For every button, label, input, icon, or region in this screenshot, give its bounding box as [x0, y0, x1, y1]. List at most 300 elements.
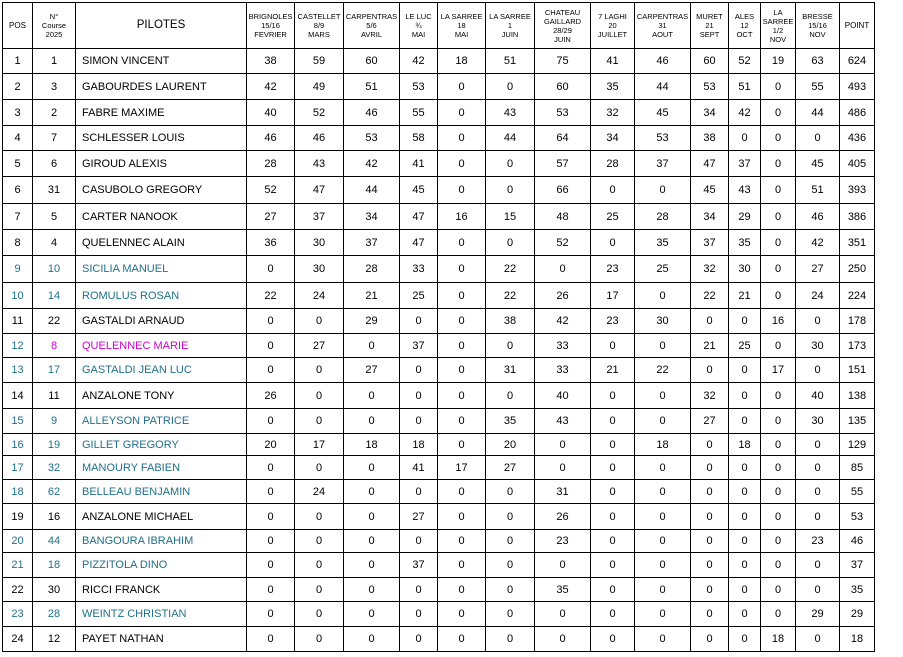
score-cell: 18 [761, 627, 796, 652]
score-cell: 34 [691, 100, 729, 126]
score-cell: 0 [729, 578, 761, 602]
score-cell: 0 [591, 177, 635, 204]
score-cell: 15 [486, 204, 535, 230]
pilot-name-cell: SCHLESSER LOUIS [76, 126, 247, 151]
position-cell: 10 [3, 283, 33, 309]
score-cell: 0 [691, 309, 729, 334]
score-cell: 64 [535, 126, 591, 151]
score-cell: 0 [344, 530, 400, 553]
score-cell: 0 [535, 553, 591, 578]
table-row [3, 434, 875, 456]
position-cell: 3 [3, 100, 33, 126]
race-header-line: CASTELLET [297, 12, 341, 21]
race-header-line: 12 [740, 21, 749, 30]
score-cell: 0 [729, 504, 761, 530]
score-cell: 0 [591, 530, 635, 553]
score-cell: 0 [486, 627, 535, 652]
race-header-line: JUIN [554, 34, 571, 44]
score-cell: 0 [761, 480, 796, 504]
total-points-cell: 55 [840, 480, 875, 504]
score-cell: 21 [344, 283, 400, 309]
score-cell: 34 [591, 126, 635, 151]
score-cell: 43 [535, 409, 591, 434]
score-cell: 0 [295, 409, 344, 434]
score-cell: 37 [400, 334, 438, 358]
pilot-name-cell: ALLEYSON PATRICE [76, 409, 247, 434]
race-header-line: 1 [507, 21, 513, 30]
score-cell: 37 [729, 151, 761, 177]
score-cell: 0 [247, 358, 295, 383]
score-cell: 0 [591, 578, 635, 602]
score-cell: 20 [247, 434, 295, 456]
score-cell: 0 [295, 456, 344, 480]
score-cell: 0 [344, 383, 400, 409]
score-cell: 0 [635, 504, 691, 530]
race-number-cell: 7 [33, 126, 76, 151]
race-header-line: LA SARREE [489, 12, 531, 21]
table-row [3, 283, 875, 309]
score-cell: 52 [729, 49, 761, 74]
score-cell: 0 [400, 309, 438, 334]
score-cell: 27 [400, 504, 438, 530]
score-cell: 46 [295, 126, 344, 151]
score-cell: 0 [535, 434, 591, 456]
position-cell: 6 [3, 177, 33, 204]
score-cell: 32 [591, 100, 635, 126]
score-cell: 0 [438, 126, 486, 151]
score-cell: 0 [247, 578, 295, 602]
pilot-name-cell: CARTER NANOOK [76, 204, 247, 230]
score-cell: 0 [761, 530, 796, 553]
score-cell: 0 [796, 358, 840, 383]
score-cell: 0 [796, 434, 840, 456]
score-cell: 0 [295, 578, 344, 602]
race-header [691, 3, 729, 49]
race-number-cell: 12 [33, 627, 76, 652]
score-cell: 0 [247, 456, 295, 480]
score-cell: 47 [691, 151, 729, 177]
pilot-name-cell: CASUBOLO GREGORY [76, 177, 247, 204]
score-cell: 0 [729, 602, 761, 627]
total-points-cell: 486 [840, 100, 875, 126]
score-cell: 0 [761, 383, 796, 409]
position-cell: 12 [3, 334, 33, 358]
race-header-line: NOV [769, 34, 787, 44]
score-cell: 0 [729, 627, 761, 652]
score-cell: 0 [344, 553, 400, 578]
race-number-cell: 19 [33, 434, 76, 456]
score-cell: 0 [486, 480, 535, 504]
score-cell: 0 [400, 578, 438, 602]
score-cell: 44 [486, 126, 535, 151]
score-cell: 0 [796, 126, 840, 151]
score-cell: 0 [344, 480, 400, 504]
score-cell: 0 [761, 74, 796, 100]
score-cell: 60 [691, 49, 729, 74]
score-cell: 0 [761, 578, 796, 602]
score-cell: 0 [535, 627, 591, 652]
score-cell: 35 [486, 409, 535, 434]
score-cell: 0 [438, 283, 486, 309]
total-points-cell: 37 [840, 553, 875, 578]
score-cell: 22 [486, 256, 535, 283]
score-cell: 29 [344, 309, 400, 334]
score-cell: 44 [344, 177, 400, 204]
score-cell: 0 [400, 383, 438, 409]
score-cell: 0 [635, 480, 691, 504]
race-header-line: 28/29 [553, 25, 572, 35]
table-row [3, 383, 875, 409]
score-cell: 21 [691, 334, 729, 358]
pilot-name-cell: GASTALDI JEAN LUC [76, 358, 247, 383]
score-cell: 48 [535, 204, 591, 230]
score-cell: 26 [535, 504, 591, 530]
total-points-cell: 624 [840, 49, 875, 74]
table-row [3, 358, 875, 383]
race-header-line: JUILLET [597, 30, 628, 39]
score-cell: 42 [796, 230, 840, 256]
race-header-line: AOUT [652, 30, 673, 39]
score-cell: 0 [635, 627, 691, 652]
score-cell: 0 [535, 456, 591, 480]
score-cell: 58 [400, 126, 438, 151]
score-cell: 25 [635, 256, 691, 283]
score-cell: 0 [486, 177, 535, 204]
score-cell: 0 [247, 504, 295, 530]
score-cell: 0 [796, 627, 840, 652]
score-cell: 0 [295, 627, 344, 652]
pilot-name-cell: PIZZITOLA DINO [76, 553, 247, 578]
score-cell: 0 [438, 602, 486, 627]
score-cell: 0 [591, 480, 635, 504]
score-cell: 16 [761, 309, 796, 334]
race-number-cell: 18 [33, 553, 76, 578]
score-cell: 0 [295, 602, 344, 627]
score-cell: 27 [796, 256, 840, 283]
race-number-cell: 3 [33, 74, 76, 100]
race-header-line: 31 [658, 21, 667, 30]
score-cell: 0 [486, 151, 535, 177]
score-cell: 28 [591, 151, 635, 177]
score-cell: 17 [438, 456, 486, 480]
score-cell: 31 [486, 358, 535, 383]
score-cell: 27 [344, 358, 400, 383]
pilot-name-cell: ANZALONE MICHAEL [76, 504, 247, 530]
score-cell: 0 [635, 334, 691, 358]
score-cell: 0 [400, 530, 438, 553]
total-points-cell: 46 [840, 530, 875, 553]
pilot-name-cell: QUELENNEC MARIE [76, 334, 247, 358]
score-cell: 0 [344, 409, 400, 434]
score-cell: 0 [729, 480, 761, 504]
score-cell: 42 [729, 100, 761, 126]
race-header [796, 3, 840, 49]
score-cell: 32 [691, 383, 729, 409]
score-cell: 40 [247, 100, 295, 126]
race-header-line: LA SARREE [440, 12, 483, 21]
score-cell: 0 [761, 204, 796, 230]
score-cell: 0 [247, 334, 295, 358]
score-cell: 41 [400, 456, 438, 480]
score-cell: 52 [535, 230, 591, 256]
score-cell: 0 [295, 504, 344, 530]
pilot-name-cell: GABOURDES LAURENT [76, 74, 247, 100]
score-cell: 60 [344, 49, 400, 74]
score-cell: 66 [535, 177, 591, 204]
score-cell: 0 [344, 456, 400, 480]
race-number-cell: 44 [33, 530, 76, 553]
score-cell: 27 [691, 409, 729, 434]
score-cell: 0 [247, 530, 295, 553]
score-cell: 0 [761, 230, 796, 256]
score-cell: 0 [635, 602, 691, 627]
score-cell: 24 [796, 283, 840, 309]
total-points-cell: 351 [840, 230, 875, 256]
race-header-line: 5/6 [366, 21, 377, 30]
score-cell: 60 [535, 74, 591, 100]
total-points-cell: 53 [840, 504, 875, 530]
position-cell: 23 [3, 602, 33, 627]
race-header-line: 15/16 [808, 21, 827, 30]
score-cell: 0 [761, 151, 796, 177]
race-number-cell: 22 [33, 309, 76, 334]
position-cell: 5 [3, 151, 33, 177]
score-cell: 49 [295, 74, 344, 100]
score-cell: 0 [761, 602, 796, 627]
race-header-line: MAI [411, 30, 426, 39]
pilot-name-cell: ANZALONE TONY [76, 383, 247, 409]
score-cell: 41 [400, 151, 438, 177]
score-cell: 59 [295, 49, 344, 74]
table-row [3, 49, 875, 74]
score-cell: 29 [729, 204, 761, 230]
score-cell: 0 [729, 383, 761, 409]
race-header-line: JUIN [501, 30, 519, 39]
position-cell: 7 [3, 204, 33, 230]
score-cell: 0 [761, 553, 796, 578]
position-cell: 9 [3, 256, 33, 283]
score-cell: 0 [344, 602, 400, 627]
score-cell: 51 [729, 74, 761, 100]
score-cell: 0 [729, 358, 761, 383]
total-points-cell: 393 [840, 177, 875, 204]
score-cell: 0 [295, 553, 344, 578]
race-header [535, 3, 591, 49]
total-points-cell: 35 [840, 578, 875, 602]
score-cell: 37 [344, 230, 400, 256]
score-cell: 52 [247, 177, 295, 204]
score-cell: 17 [761, 358, 796, 383]
score-cell: 0 [796, 456, 840, 480]
position-cell: 17 [3, 456, 33, 480]
score-cell: 33 [535, 334, 591, 358]
race-header [591, 3, 635, 49]
score-cell: 33 [535, 358, 591, 383]
position-cell: 16 [3, 434, 33, 456]
pilot-name-cell: RICCI FRANCK [76, 578, 247, 602]
race-number-cell: 16 [33, 504, 76, 530]
score-cell: 0 [400, 480, 438, 504]
table-row [3, 504, 875, 530]
race-header-line: CHATEAU [544, 7, 581, 17]
score-cell: 0 [691, 480, 729, 504]
score-cell: 0 [438, 578, 486, 602]
score-cell: 0 [247, 480, 295, 504]
race-number-cell: 30 [33, 578, 76, 602]
score-cell: 52 [295, 100, 344, 126]
race-header-line: 18 [457, 21, 466, 30]
score-cell: 0 [591, 409, 635, 434]
score-cell: 0 [796, 309, 840, 334]
position-cell: 20 [3, 530, 33, 553]
score-cell: 30 [796, 409, 840, 434]
race-header [247, 3, 295, 49]
race-number-cell: 6 [33, 151, 76, 177]
score-cell: 0 [438, 74, 486, 100]
score-cell: 27 [486, 456, 535, 480]
score-cell: 30 [635, 309, 691, 334]
table-row [3, 530, 875, 553]
score-cell: 0 [400, 627, 438, 652]
position-cell: 8 [3, 230, 33, 256]
score-cell: 34 [691, 204, 729, 230]
race-header-line: 21 [705, 21, 714, 30]
position-cell: 21 [3, 553, 33, 578]
table-row [3, 334, 875, 358]
race-header-line: SARREE [762, 16, 794, 26]
race-number-header-line: N° [49, 12, 59, 21]
score-cell: 45 [796, 151, 840, 177]
score-cell: 0 [344, 578, 400, 602]
score-cell: 24 [295, 480, 344, 504]
standings-body [3, 49, 875, 652]
score-cell: 0 [486, 230, 535, 256]
total-points-cell: 493 [840, 74, 875, 100]
score-cell: 20 [486, 434, 535, 456]
pilot-name-cell: GASTALDI ARNAUD [76, 309, 247, 334]
total-points-cell: 129 [840, 434, 875, 456]
score-cell: 40 [535, 383, 591, 409]
race-number-header-line: Course [41, 21, 67, 30]
score-cell: 0 [729, 530, 761, 553]
position-cell: 24 [3, 627, 33, 652]
score-cell: 0 [761, 283, 796, 309]
score-cell: 47 [400, 204, 438, 230]
table-row [3, 177, 875, 204]
score-cell: 0 [438, 409, 486, 434]
score-cell: 0 [691, 456, 729, 480]
header-row [3, 3, 875, 49]
score-cell: 0 [591, 434, 635, 456]
table-row [3, 480, 875, 504]
score-cell: 0 [761, 126, 796, 151]
score-cell: 23 [591, 256, 635, 283]
score-cell: 51 [344, 74, 400, 100]
score-cell: 0 [635, 578, 691, 602]
score-cell: 46 [247, 126, 295, 151]
score-cell: 0 [486, 602, 535, 627]
score-cell: 26 [247, 383, 295, 409]
score-cell: 19 [761, 49, 796, 74]
score-cell: 25 [400, 283, 438, 309]
score-cell: 53 [535, 100, 591, 126]
score-cell: 0 [729, 456, 761, 480]
score-cell: 16 [438, 204, 486, 230]
score-cell: 33 [400, 256, 438, 283]
score-cell: 0 [691, 627, 729, 652]
score-cell: 0 [729, 126, 761, 151]
total-points-cell: 386 [840, 204, 875, 230]
score-cell: 0 [691, 434, 729, 456]
score-cell: 30 [729, 256, 761, 283]
score-cell: 0 [247, 409, 295, 434]
race-header [400, 3, 438, 49]
table-row [3, 151, 875, 177]
pilot-name-cell: ROMULUS ROSAN [76, 283, 247, 309]
score-cell: 18 [344, 434, 400, 456]
score-cell: 0 [729, 409, 761, 434]
total-points-cell: 85 [840, 456, 875, 480]
race-header [729, 3, 761, 49]
score-cell: 22 [247, 283, 295, 309]
race-number-cell: 31 [33, 177, 76, 204]
score-cell: 18 [438, 49, 486, 74]
race-number-cell: 17 [33, 358, 76, 383]
score-cell: 37 [400, 553, 438, 578]
race-number-cell: 4 [33, 230, 76, 256]
score-cell: 43 [486, 100, 535, 126]
position-cell: 4 [3, 126, 33, 151]
race-header [486, 3, 535, 49]
score-cell: 23 [796, 530, 840, 553]
race-number-cell: 5 [33, 204, 76, 230]
race-header-line: MAI [454, 30, 469, 39]
score-cell: 38 [247, 49, 295, 74]
score-cell: 0 [796, 553, 840, 578]
score-cell: 0 [438, 256, 486, 283]
score-cell: 0 [438, 358, 486, 383]
race-number-cell: 62 [33, 480, 76, 504]
race-number-header-line: 2025 [45, 30, 63, 39]
score-cell: 35 [591, 74, 635, 100]
score-cell: 0 [247, 309, 295, 334]
total-points-cell: 250 [840, 256, 875, 283]
score-cell: 55 [796, 74, 840, 100]
score-cell: 40 [796, 383, 840, 409]
total-points-cell: 178 [840, 309, 875, 334]
score-cell: 51 [796, 177, 840, 204]
score-cell: 0 [486, 553, 535, 578]
score-cell: 22 [635, 358, 691, 383]
score-cell: 37 [635, 151, 691, 177]
race-header-line: LA [773, 7, 783, 17]
score-cell: 22 [486, 283, 535, 309]
pilot-name-cell: WEINTZ CHRISTIAN [76, 602, 247, 627]
score-cell: 0 [247, 256, 295, 283]
score-cell: 0 [591, 553, 635, 578]
score-cell: 0 [438, 627, 486, 652]
score-cell: 21 [591, 358, 635, 383]
score-cell: 75 [535, 49, 591, 74]
score-cell: 38 [691, 126, 729, 151]
race-number-cell: 14 [33, 283, 76, 309]
race-number-cell: 10 [33, 256, 76, 283]
score-cell: 0 [438, 504, 486, 530]
score-cell: 0 [247, 602, 295, 627]
pilot-name-cell: GILLET GREGORY [76, 434, 247, 456]
score-cell: 24 [295, 283, 344, 309]
score-cell: 31 [535, 480, 591, 504]
